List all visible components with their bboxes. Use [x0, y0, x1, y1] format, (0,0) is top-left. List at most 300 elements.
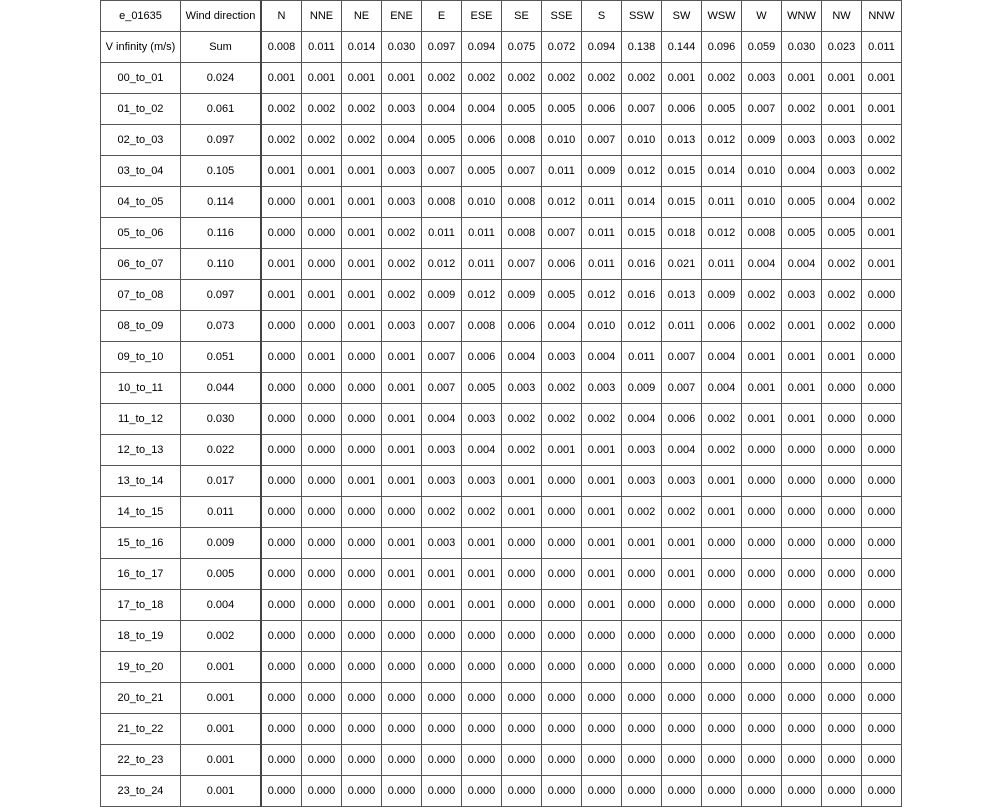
- frequency-cell: 0.006: [582, 94, 622, 125]
- frequency-cell: 0.002: [382, 280, 422, 311]
- speed-bin-label: 03_to_04: [101, 156, 181, 187]
- speed-bin-label: 21_to_22: [101, 714, 181, 745]
- speed-bin-label: 11_to_12: [101, 404, 181, 435]
- direction-header-s: S: [582, 1, 622, 32]
- frequency-cell: 0.001: [342, 63, 382, 94]
- frequency-cell: 0.000: [302, 745, 342, 776]
- frequency-cell: 0.002: [462, 63, 502, 94]
- frequency-cell: 0.007: [542, 218, 582, 249]
- frequency-cell: 0.015: [622, 218, 662, 249]
- frequency-cell: 0.003: [382, 156, 422, 187]
- direction-header-sw: SW: [662, 1, 702, 32]
- frequency-cell: 0.000: [342, 776, 382, 807]
- frequency-cell: 0.002: [261, 125, 302, 156]
- frequency-cell: 0.000: [422, 714, 462, 745]
- table-row: [101, 497, 902, 528]
- frequency-cell: 0.002: [542, 404, 582, 435]
- frequency-cell: 0.000: [342, 590, 382, 621]
- direction-header-se: SE: [502, 1, 542, 32]
- frequency-cell: 0.005: [822, 218, 862, 249]
- frequency-cell: 0.000: [302, 652, 342, 683]
- frequency-cell: 0.000: [261, 652, 302, 683]
- frequency-cell: 0.005: [462, 373, 502, 404]
- frequency-cell: 0.001: [862, 63, 902, 94]
- frequency-cell: 0.001: [302, 280, 342, 311]
- frequency-cell: 0.003: [382, 94, 422, 125]
- frequency-cell: 0.000: [542, 683, 582, 714]
- frequency-cell: 0.000: [502, 528, 542, 559]
- direction-sum-cell: 0.094: [462, 32, 502, 63]
- speed-bin-sum: 0.001: [181, 714, 262, 745]
- frequency-cell: 0.001: [462, 590, 502, 621]
- frequency-cell: 0.000: [742, 621, 782, 652]
- frequency-cell: 0.000: [422, 776, 462, 807]
- frequency-cell: 0.001: [342, 156, 382, 187]
- table-row: [101, 63, 902, 94]
- frequency-cell: 0.003: [822, 125, 862, 156]
- frequency-cell: 0.000: [862, 280, 902, 311]
- frequency-cell: 0.001: [422, 590, 462, 621]
- frequency-cell: 0.000: [742, 466, 782, 497]
- speed-bin-label: 23_to_24: [101, 776, 181, 807]
- frequency-cell: 0.000: [662, 683, 702, 714]
- frequency-cell: 0.000: [382, 497, 422, 528]
- frequency-cell: 0.000: [662, 714, 702, 745]
- frequency-cell: 0.004: [422, 404, 462, 435]
- frequency-cell: 0.000: [261, 683, 302, 714]
- direction-header-ssw: SSW: [622, 1, 662, 32]
- frequency-cell: 0.000: [422, 745, 462, 776]
- frequency-cell: 0.000: [462, 621, 502, 652]
- frequency-cell: 0.000: [742, 683, 782, 714]
- frequency-cell: 0.000: [542, 776, 582, 807]
- frequency-cell: 0.001: [622, 528, 662, 559]
- frequency-cell: 0.000: [822, 714, 862, 745]
- frequency-cell: 0.000: [261, 435, 302, 466]
- frequency-cell: 0.001: [261, 156, 302, 187]
- frequency-cell: 0.015: [662, 187, 702, 218]
- direction-sum-cell: 0.014: [342, 32, 382, 63]
- frequency-cell: 0.000: [302, 435, 342, 466]
- frequency-cell: 0.000: [862, 776, 902, 807]
- frequency-cell: 0.000: [582, 745, 622, 776]
- frequency-cell: 0.001: [382, 435, 422, 466]
- speed-bin-sum: 0.097: [181, 280, 262, 311]
- frequency-cell: 0.002: [342, 94, 382, 125]
- header-row: [101, 1, 902, 32]
- frequency-cell: 0.002: [702, 435, 742, 466]
- frequency-cell: 0.000: [862, 745, 902, 776]
- frequency-cell: 0.001: [502, 497, 542, 528]
- frequency-cell: 0.000: [342, 683, 382, 714]
- direction-header-wsw: WSW: [702, 1, 742, 32]
- frequency-cell: 0.009: [422, 280, 462, 311]
- frequency-cell: 0.000: [261, 311, 302, 342]
- frequency-cell: 0.000: [302, 404, 342, 435]
- frequency-cell: 0.000: [742, 652, 782, 683]
- frequency-cell: 0.013: [662, 125, 702, 156]
- speed-bin-sum: 0.005: [181, 559, 262, 590]
- frequency-cell: 0.000: [782, 559, 822, 590]
- frequency-cell: 0.000: [862, 435, 902, 466]
- frequency-cell: 0.011: [542, 156, 582, 187]
- direction-header-nne: NNE: [302, 1, 342, 32]
- frequency-cell: 0.001: [782, 373, 822, 404]
- frequency-cell: 0.000: [462, 714, 502, 745]
- frequency-cell: 0.000: [582, 652, 622, 683]
- frequency-cell: 0.002: [462, 497, 502, 528]
- frequency-cell: 0.004: [502, 342, 542, 373]
- speed-bin-sum: 0.017: [181, 466, 262, 497]
- frequency-cell: 0.000: [622, 745, 662, 776]
- frequency-cell: 0.010: [742, 187, 782, 218]
- frequency-cell: 0.000: [502, 590, 542, 621]
- frequency-cell: 0.000: [622, 621, 662, 652]
- frequency-cell: 0.006: [662, 94, 702, 125]
- frequency-cell: 0.011: [422, 218, 462, 249]
- table-row: [101, 187, 902, 218]
- frequency-cell: 0.001: [382, 63, 422, 94]
- frequency-cell: 0.004: [542, 311, 582, 342]
- frequency-cell: 0.000: [502, 745, 542, 776]
- sum-row: [101, 32, 902, 63]
- frequency-cell: 0.007: [742, 94, 782, 125]
- frequency-cell: 0.000: [862, 466, 902, 497]
- frequency-cell: 0.001: [342, 466, 382, 497]
- frequency-cell: 0.000: [862, 652, 902, 683]
- frequency-cell: 0.000: [622, 559, 662, 590]
- frequency-cell: 0.000: [822, 683, 862, 714]
- frequency-cell: 0.002: [862, 125, 902, 156]
- frequency-cell: 0.000: [822, 559, 862, 590]
- frequency-cell: 0.001: [382, 404, 422, 435]
- frequency-cell: 0.000: [462, 683, 502, 714]
- direction-header-sse: SSE: [542, 1, 582, 32]
- frequency-cell: 0.000: [462, 776, 502, 807]
- direction-header-ene: ENE: [382, 1, 422, 32]
- frequency-cell: 0.005: [702, 94, 742, 125]
- frequency-cell: 0.000: [862, 621, 902, 652]
- frequency-cell: 0.000: [342, 714, 382, 745]
- frequency-cell: 0.000: [302, 590, 342, 621]
- frequency-cell: 0.001: [422, 559, 462, 590]
- frequency-cell: 0.001: [342, 280, 382, 311]
- frequency-cell: 0.011: [622, 342, 662, 373]
- direction-sum-cell: 0.075: [502, 32, 542, 63]
- frequency-cell: 0.000: [742, 590, 782, 621]
- speed-bin-sum: 0.097: [181, 125, 262, 156]
- frequency-cell: 0.006: [502, 311, 542, 342]
- frequency-cell: 0.002: [382, 218, 422, 249]
- frequency-cell: 0.002: [582, 404, 622, 435]
- speed-bin-sum: 0.009: [181, 528, 262, 559]
- velocity-header: V infinity (m/s): [101, 32, 181, 63]
- frequency-cell: 0.016: [622, 280, 662, 311]
- frequency-cell: 0.001: [582, 590, 622, 621]
- frequency-cell: 0.012: [702, 218, 742, 249]
- frequency-cell: 0.000: [502, 652, 542, 683]
- direction-header-ese: ESE: [462, 1, 502, 32]
- frequency-cell: 0.004: [742, 249, 782, 280]
- frequency-cell: 0.002: [622, 497, 662, 528]
- frequency-cell: 0.000: [862, 373, 902, 404]
- table-row: [101, 621, 902, 652]
- frequency-cell: 0.000: [742, 528, 782, 559]
- frequency-cell: 0.000: [302, 466, 342, 497]
- frequency-cell: 0.000: [502, 559, 542, 590]
- direction-sum-cell: 0.097: [422, 32, 462, 63]
- frequency-cell: 0.002: [862, 187, 902, 218]
- frequency-cell: 0.004: [702, 342, 742, 373]
- frequency-cell: 0.003: [422, 528, 462, 559]
- frequency-cell: 0.005: [782, 187, 822, 218]
- frequency-cell: 0.003: [742, 63, 782, 94]
- frequency-cell: 0.000: [302, 559, 342, 590]
- frequency-cell: 0.009: [622, 373, 662, 404]
- frequency-cell: 0.000: [702, 714, 742, 745]
- frequency-cell: 0.000: [822, 652, 862, 683]
- frequency-cell: 0.000: [261, 621, 302, 652]
- frequency-cell: 0.007: [622, 94, 662, 125]
- frequency-cell: 0.000: [302, 218, 342, 249]
- frequency-cell: 0.000: [582, 776, 622, 807]
- speed-bin-label: 18_to_19: [101, 621, 181, 652]
- frequency-cell: 0.003: [622, 466, 662, 497]
- frequency-cell: 0.000: [342, 652, 382, 683]
- frequency-cell: 0.001: [662, 63, 702, 94]
- frequency-cell: 0.000: [261, 745, 302, 776]
- frequency-cell: 0.004: [782, 156, 822, 187]
- frequency-cell: 0.000: [382, 590, 422, 621]
- frequency-cell: 0.000: [782, 776, 822, 807]
- frequency-cell: 0.001: [582, 466, 622, 497]
- speed-bin-sum: 0.022: [181, 435, 262, 466]
- frequency-cell: 0.000: [261, 187, 302, 218]
- frequency-cell: 0.015: [662, 156, 702, 187]
- frequency-cell: 0.000: [862, 559, 902, 590]
- frequency-cell: 0.003: [422, 466, 462, 497]
- frequency-cell: 0.002: [702, 404, 742, 435]
- frequency-cell: 0.002: [622, 63, 662, 94]
- frequency-cell: 0.001: [382, 342, 422, 373]
- frequency-cell: 0.000: [342, 528, 382, 559]
- frequency-cell: 0.000: [542, 559, 582, 590]
- frequency-cell: 0.003: [462, 466, 502, 497]
- frequency-cell: 0.008: [422, 187, 462, 218]
- speed-bin-label: 17_to_18: [101, 590, 181, 621]
- frequency-cell: 0.001: [782, 342, 822, 373]
- frequency-cell: 0.000: [782, 528, 822, 559]
- frequency-cell: 0.007: [662, 373, 702, 404]
- frequency-cell: 0.000: [302, 683, 342, 714]
- frequency-cell: 0.000: [862, 404, 902, 435]
- frequency-cell: 0.004: [702, 373, 742, 404]
- frequency-cell: 0.003: [662, 466, 702, 497]
- frequency-cell: 0.010: [742, 156, 782, 187]
- frequency-cell: 0.002: [342, 125, 382, 156]
- frequency-cell: 0.001: [261, 280, 302, 311]
- direction-sum-cell: 0.023: [822, 32, 862, 63]
- direction-sum-cell: 0.059: [742, 32, 782, 63]
- direction-header-wnw: WNW: [782, 1, 822, 32]
- frequency-cell: 0.008: [462, 311, 502, 342]
- frequency-cell: 0.001: [302, 156, 342, 187]
- frequency-cell: 0.000: [702, 559, 742, 590]
- speed-bin-sum: 0.011: [181, 497, 262, 528]
- frequency-cell: 0.000: [542, 466, 582, 497]
- frequency-cell: 0.001: [462, 559, 502, 590]
- frequency-cell: 0.000: [261, 528, 302, 559]
- table-row: [101, 652, 902, 683]
- frequency-cell: 0.011: [582, 187, 622, 218]
- frequency-cell: 0.000: [302, 714, 342, 745]
- frequency-cell: 0.000: [261, 342, 302, 373]
- frequency-cell: 0.002: [302, 125, 342, 156]
- frequency-cell: 0.008: [502, 125, 542, 156]
- frequency-cell: 0.000: [502, 621, 542, 652]
- frequency-cell: 0.000: [822, 621, 862, 652]
- frequency-cell: 0.006: [702, 311, 742, 342]
- frequency-cell: 0.000: [662, 776, 702, 807]
- frequency-cell: 0.012: [622, 156, 662, 187]
- frequency-cell: 0.000: [702, 776, 742, 807]
- direction-sum-cell: 0.030: [382, 32, 422, 63]
- frequency-cell: 0.003: [582, 373, 622, 404]
- frequency-cell: 0.000: [582, 621, 622, 652]
- frequency-cell: 0.001: [302, 187, 342, 218]
- speed-bin-label: 10_to_11: [101, 373, 181, 404]
- frequency-cell: 0.008: [742, 218, 782, 249]
- table-row: [101, 156, 902, 187]
- table-row: [101, 590, 902, 621]
- speed-bin-label: 07_to_08: [101, 280, 181, 311]
- frequency-cell: 0.000: [782, 497, 822, 528]
- frequency-cell: 0.001: [742, 342, 782, 373]
- frequency-cell: 0.009: [502, 280, 542, 311]
- frequency-cell: 0.006: [662, 404, 702, 435]
- frequency-cell: 0.000: [662, 590, 702, 621]
- speed-bin-label: 22_to_23: [101, 745, 181, 776]
- frequency-cell: 0.001: [382, 373, 422, 404]
- frequency-cell: 0.002: [261, 94, 302, 125]
- speed-bin-sum: 0.001: [181, 745, 262, 776]
- frequency-cell: 0.004: [462, 435, 502, 466]
- frequency-cell: 0.001: [582, 497, 622, 528]
- frequency-cell: 0.000: [422, 621, 462, 652]
- frequency-cell: 0.000: [582, 683, 622, 714]
- frequency-cell: 0.000: [742, 559, 782, 590]
- frequency-cell: 0.011: [582, 249, 622, 280]
- frequency-cell: 0.005: [542, 94, 582, 125]
- frequency-cell: 0.000: [622, 714, 662, 745]
- frequency-cell: 0.000: [862, 311, 902, 342]
- frequency-cell: 0.000: [342, 342, 382, 373]
- frequency-cell: 0.000: [261, 404, 302, 435]
- frequency-cell: 0.000: [261, 218, 302, 249]
- frequency-cell: 0.000: [542, 652, 582, 683]
- frequency-cell: 0.005: [422, 125, 462, 156]
- frequency-cell: 0.007: [502, 249, 542, 280]
- frequency-cell: 0.000: [862, 714, 902, 745]
- frequency-cell: 0.000: [342, 404, 382, 435]
- frequency-cell: 0.000: [342, 559, 382, 590]
- frequency-cell: 0.001: [742, 404, 782, 435]
- speed-bin-label: 06_to_07: [101, 249, 181, 280]
- frequency-cell: 0.000: [302, 528, 342, 559]
- frequency-cell: 0.000: [261, 714, 302, 745]
- frequency-cell: 0.000: [261, 466, 302, 497]
- frequency-cell: 0.000: [862, 590, 902, 621]
- frequency-cell: 0.003: [822, 156, 862, 187]
- frequency-cell: 0.000: [382, 652, 422, 683]
- frequency-cell: 0.000: [342, 497, 382, 528]
- frequency-cell: 0.011: [462, 218, 502, 249]
- frequency-cell: 0.000: [422, 652, 462, 683]
- frequency-cell: 0.001: [302, 342, 342, 373]
- frequency-cell: 0.000: [382, 745, 422, 776]
- frequency-cell: 0.002: [502, 404, 542, 435]
- speed-bin-label: 02_to_03: [101, 125, 181, 156]
- frequency-cell: 0.000: [742, 435, 782, 466]
- direction-sum-cell: 0.008: [261, 32, 302, 63]
- frequency-cell: 0.000: [342, 745, 382, 776]
- speed-bin-sum: 0.001: [181, 776, 262, 807]
- direction-header-e: E: [422, 1, 462, 32]
- direction-sum-cell: 0.138: [622, 32, 662, 63]
- frequency-cell: 0.000: [342, 435, 382, 466]
- frequency-cell: 0.004: [382, 125, 422, 156]
- speed-bin-label: 09_to_10: [101, 342, 181, 373]
- table-row: [101, 528, 902, 559]
- frequency-cell: 0.012: [702, 125, 742, 156]
- frequency-cell: 0.000: [542, 497, 582, 528]
- frequency-cell: 0.000: [422, 683, 462, 714]
- frequency-cell: 0.000: [302, 776, 342, 807]
- frequency-cell: 0.000: [742, 714, 782, 745]
- frequency-cell: 0.000: [702, 745, 742, 776]
- frequency-cell: 0.002: [822, 280, 862, 311]
- frequency-cell: 0.009: [742, 125, 782, 156]
- table-row: [101, 249, 902, 280]
- speed-bin-sum: 0.105: [181, 156, 262, 187]
- frequency-cell: 0.001: [382, 559, 422, 590]
- speed-bin-sum: 0.001: [181, 652, 262, 683]
- frequency-cell: 0.004: [462, 94, 502, 125]
- frequency-cell: 0.007: [422, 156, 462, 187]
- frequency-cell: 0.010: [622, 125, 662, 156]
- frequency-cell: 0.001: [662, 528, 702, 559]
- frequency-cell: 0.000: [302, 497, 342, 528]
- frequency-cell: 0.003: [542, 342, 582, 373]
- frequency-cell: 0.002: [582, 63, 622, 94]
- speed-bin-sum: 0.051: [181, 342, 262, 373]
- frequency-cell: 0.000: [862, 528, 902, 559]
- frequency-cell: 0.000: [782, 435, 822, 466]
- table-row: [101, 125, 902, 156]
- speed-bin-label: 16_to_17: [101, 559, 181, 590]
- frequency-cell: 0.001: [782, 404, 822, 435]
- frequency-cell: 0.002: [382, 249, 422, 280]
- frequency-cell: 0.002: [862, 156, 902, 187]
- frequency-cell: 0.000: [502, 683, 542, 714]
- frequency-cell: 0.004: [822, 187, 862, 218]
- speed-bin-label: 13_to_14: [101, 466, 181, 497]
- frequency-cell: 0.000: [662, 621, 702, 652]
- frequency-cell: 0.003: [422, 435, 462, 466]
- frequency-cell: 0.001: [742, 373, 782, 404]
- frequency-cell: 0.001: [862, 218, 902, 249]
- frequency-cell: 0.002: [702, 63, 742, 94]
